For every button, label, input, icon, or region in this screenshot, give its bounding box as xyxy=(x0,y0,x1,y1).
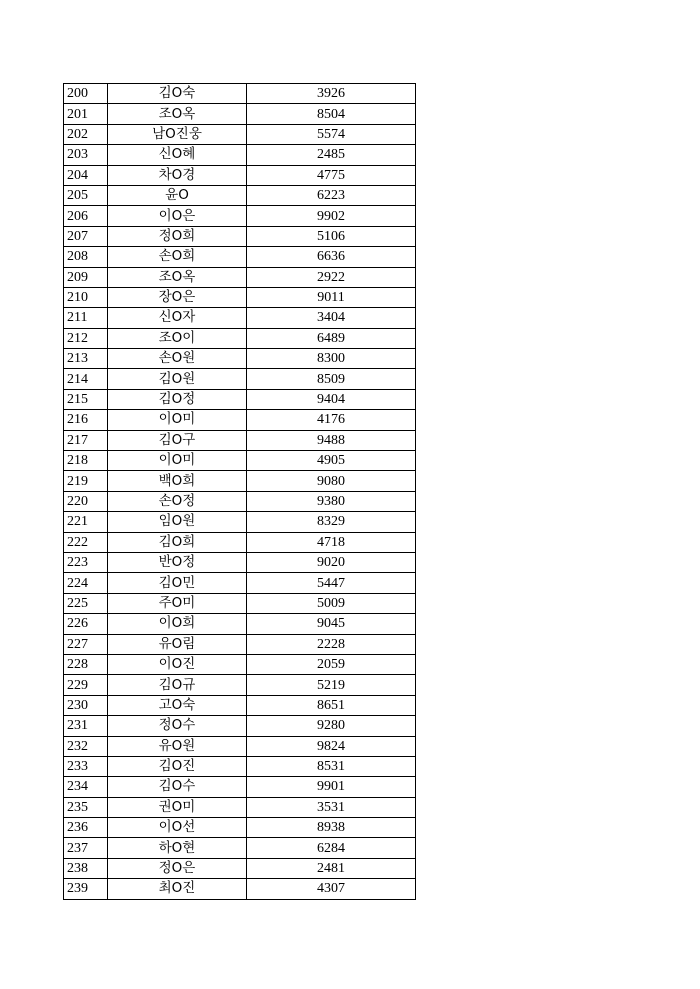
table-row xyxy=(64,165,416,185)
name-cell: 차O경 xyxy=(108,165,247,185)
row-number-cell: 232 xyxy=(64,736,108,756)
table-row xyxy=(64,858,416,878)
table-row xyxy=(64,104,416,124)
value-cell: 3926 xyxy=(247,84,416,104)
row-number-cell: 212 xyxy=(64,328,108,348)
row-number-cell: 217 xyxy=(64,430,108,450)
table-row xyxy=(64,349,416,369)
name-cell: 조O옥 xyxy=(108,104,247,124)
name-cell: 반O정 xyxy=(108,552,247,572)
table-row xyxy=(64,797,416,817)
table-row xyxy=(64,552,416,572)
name-cell: 유O림 xyxy=(108,634,247,654)
table-row xyxy=(64,512,416,532)
spreadsheet-page xyxy=(63,83,416,900)
name-cell: 권O미 xyxy=(108,797,247,817)
table-row xyxy=(64,247,416,267)
row-number-cell: 228 xyxy=(64,654,108,674)
name-cell: 정O은 xyxy=(108,858,247,878)
table-row xyxy=(64,491,416,511)
row-number-cell: 208 xyxy=(64,247,108,267)
row-number-cell: 211 xyxy=(64,308,108,328)
table-row xyxy=(64,206,416,226)
value-cell: 4176 xyxy=(247,410,416,430)
table-row xyxy=(64,308,416,328)
name-cell: 고O숙 xyxy=(108,695,247,715)
table-row xyxy=(64,716,416,736)
value-cell: 2922 xyxy=(247,267,416,287)
value-cell: 8509 xyxy=(247,369,416,389)
name-cell: 김O숙 xyxy=(108,84,247,104)
row-number-cell: 202 xyxy=(64,124,108,144)
table-row xyxy=(64,410,416,430)
row-number-cell: 203 xyxy=(64,145,108,165)
name-cell: 김O구 xyxy=(108,430,247,450)
name-cell: 손O원 xyxy=(108,349,247,369)
row-number-cell: 229 xyxy=(64,675,108,695)
name-cell: 김O정 xyxy=(108,389,247,409)
table-row xyxy=(64,654,416,674)
row-number-cell: 238 xyxy=(64,858,108,878)
table-row xyxy=(64,593,416,613)
row-number-cell: 204 xyxy=(64,165,108,185)
table-row xyxy=(64,84,416,104)
name-cell: 정O수 xyxy=(108,716,247,736)
name-cell: 이O은 xyxy=(108,206,247,226)
row-number-cell: 210 xyxy=(64,287,108,307)
row-number-cell: 224 xyxy=(64,573,108,593)
row-number-cell: 227 xyxy=(64,634,108,654)
row-number-cell: 234 xyxy=(64,777,108,797)
row-number-cell: 239 xyxy=(64,879,108,899)
table-row xyxy=(64,879,416,899)
row-number-cell: 220 xyxy=(64,491,108,511)
name-cell: 김O민 xyxy=(108,573,247,593)
value-cell: 8504 xyxy=(247,104,416,124)
table-row xyxy=(64,430,416,450)
row-number-cell: 230 xyxy=(64,695,108,715)
name-cell: 백O희 xyxy=(108,471,247,491)
value-cell: 6489 xyxy=(247,328,416,348)
table-row xyxy=(64,369,416,389)
value-cell: 9404 xyxy=(247,389,416,409)
table-row xyxy=(64,124,416,144)
row-number-cell: 201 xyxy=(64,104,108,124)
value-cell: 3404 xyxy=(247,308,416,328)
table-row xyxy=(64,675,416,695)
name-cell: 최O진 xyxy=(108,879,247,899)
row-number-cell: 214 xyxy=(64,369,108,389)
value-cell: 2485 xyxy=(247,145,416,165)
value-cell: 8300 xyxy=(247,349,416,369)
value-cell: 9080 xyxy=(247,471,416,491)
name-cell: 유O원 xyxy=(108,736,247,756)
name-cell: 이O미 xyxy=(108,410,247,430)
name-cell: 이O선 xyxy=(108,818,247,838)
name-cell: 김O원 xyxy=(108,369,247,389)
name-cell: 김O진 xyxy=(108,756,247,776)
value-cell: 9011 xyxy=(247,287,416,307)
row-number-cell: 233 xyxy=(64,756,108,776)
value-cell: 8531 xyxy=(247,756,416,776)
name-cell: 윤O xyxy=(108,185,247,205)
value-cell: 9901 xyxy=(247,777,416,797)
value-cell: 4718 xyxy=(247,532,416,552)
row-number-cell: 209 xyxy=(64,267,108,287)
row-number-cell: 215 xyxy=(64,389,108,409)
row-number-cell: 231 xyxy=(64,716,108,736)
value-cell: 3531 xyxy=(247,797,416,817)
name-cell: 임O원 xyxy=(108,512,247,532)
table-row xyxy=(64,328,416,348)
name-cell: 김O수 xyxy=(108,777,247,797)
row-number-cell: 207 xyxy=(64,226,108,246)
value-cell: 9045 xyxy=(247,614,416,634)
name-cell: 이O희 xyxy=(108,614,247,634)
name-cell: 김O희 xyxy=(108,532,247,552)
value-cell: 6636 xyxy=(247,247,416,267)
value-cell: 5574 xyxy=(247,124,416,144)
value-cell: 2059 xyxy=(247,654,416,674)
value-cell: 5219 xyxy=(247,675,416,695)
row-number-cell: 213 xyxy=(64,349,108,369)
table-row xyxy=(64,287,416,307)
table-row xyxy=(64,818,416,838)
row-number-cell: 221 xyxy=(64,512,108,532)
value-cell: 2481 xyxy=(247,858,416,878)
table-row xyxy=(64,389,416,409)
name-cell: 이O진 xyxy=(108,654,247,674)
value-cell: 9902 xyxy=(247,206,416,226)
name-cell: 정O희 xyxy=(108,226,247,246)
table-row xyxy=(64,736,416,756)
table-row xyxy=(64,226,416,246)
row-number-cell: 235 xyxy=(64,797,108,817)
value-cell: 6284 xyxy=(247,838,416,858)
row-number-cell: 225 xyxy=(64,593,108,613)
value-cell: 4307 xyxy=(247,879,416,899)
value-cell: 8329 xyxy=(247,512,416,532)
table-row xyxy=(64,614,416,634)
value-cell: 5106 xyxy=(247,226,416,246)
table-body xyxy=(64,84,416,900)
name-cell: 하O현 xyxy=(108,838,247,858)
row-number-cell: 206 xyxy=(64,206,108,226)
name-cell: 이O미 xyxy=(108,451,247,471)
value-cell: 9020 xyxy=(247,552,416,572)
table-row xyxy=(64,838,416,858)
table-row xyxy=(64,573,416,593)
table-row xyxy=(64,695,416,715)
table-row xyxy=(64,185,416,205)
row-number-cell: 222 xyxy=(64,532,108,552)
row-number-cell: 226 xyxy=(64,614,108,634)
value-cell: 9488 xyxy=(247,430,416,450)
name-cell: 손O희 xyxy=(108,247,247,267)
table-row xyxy=(64,634,416,654)
table-row xyxy=(64,777,416,797)
value-cell: 2228 xyxy=(247,634,416,654)
table-row xyxy=(64,145,416,165)
value-cell: 5009 xyxy=(247,593,416,613)
value-cell: 6223 xyxy=(247,185,416,205)
row-number-cell: 223 xyxy=(64,552,108,572)
row-number-cell: 218 xyxy=(64,451,108,471)
name-cell: 신O자 xyxy=(108,308,247,328)
name-cell: 김O규 xyxy=(108,675,247,695)
row-number-cell: 216 xyxy=(64,410,108,430)
row-number-cell: 200 xyxy=(64,84,108,104)
name-cell: 조O이 xyxy=(108,328,247,348)
table-row xyxy=(64,756,416,776)
value-cell: 8938 xyxy=(247,818,416,838)
row-number-cell: 236 xyxy=(64,818,108,838)
name-cell: 손O정 xyxy=(108,491,247,511)
table-row xyxy=(64,471,416,491)
value-cell: 4775 xyxy=(247,165,416,185)
value-cell: 9824 xyxy=(247,736,416,756)
table-row xyxy=(64,451,416,471)
value-cell: 4905 xyxy=(247,451,416,471)
name-cell: 장O은 xyxy=(108,287,247,307)
name-cell: 신O혜 xyxy=(108,145,247,165)
row-number-cell: 205 xyxy=(64,185,108,205)
row-number-cell: 237 xyxy=(64,838,108,858)
value-cell: 8651 xyxy=(247,695,416,715)
table-row xyxy=(64,267,416,287)
data-table xyxy=(63,83,416,900)
value-cell: 5447 xyxy=(247,573,416,593)
value-cell: 9280 xyxy=(247,716,416,736)
name-cell: 남O진웅 xyxy=(108,124,247,144)
row-number-cell: 219 xyxy=(64,471,108,491)
name-cell: 주O미 xyxy=(108,593,247,613)
table-row xyxy=(64,532,416,552)
name-cell: 조O옥 xyxy=(108,267,247,287)
value-cell: 9380 xyxy=(247,491,416,511)
